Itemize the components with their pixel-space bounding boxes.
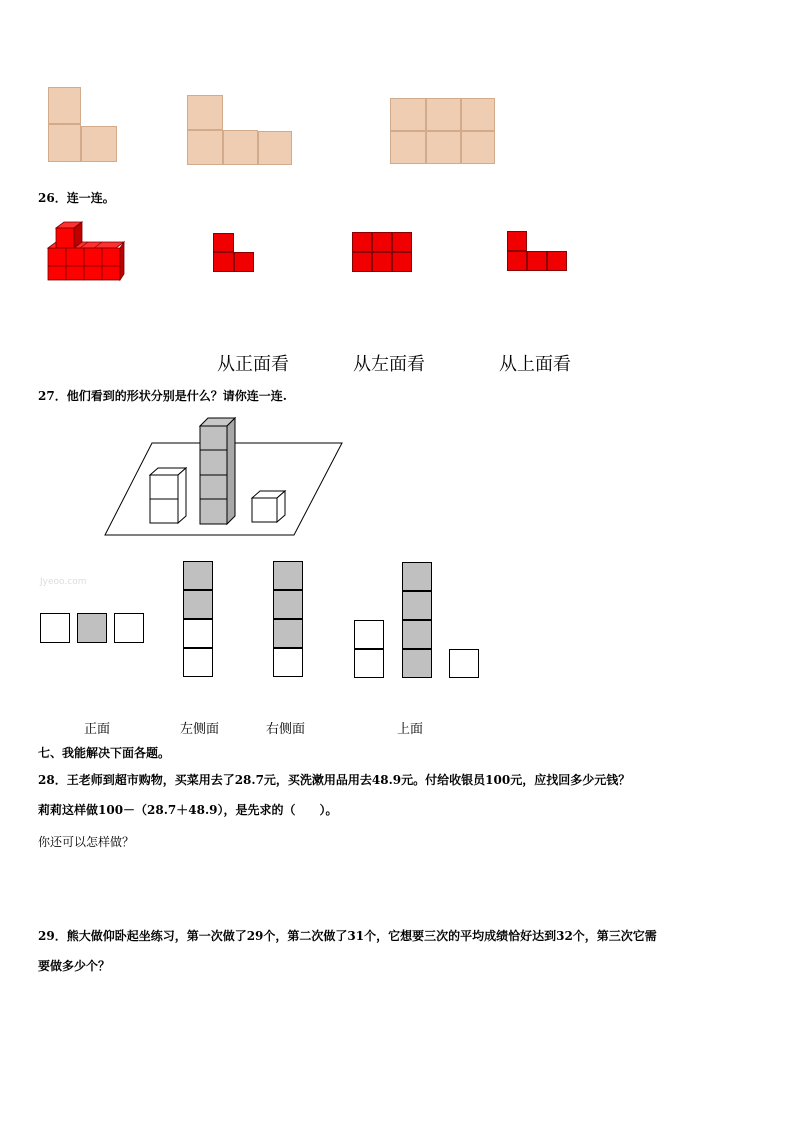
label-top: 上面	[397, 722, 424, 737]
question-29-line1: 29．熊大做仰卧起坐练习，第一次做了29个，第二次做了31个，它想要三次的平均成绩恰好达到32个，第三次它需	[38, 929, 657, 943]
question-28-line3: 你还可以怎样做？	[38, 835, 135, 849]
question-29-line2: 要做多少个？	[38, 959, 111, 973]
question-28-line2: 莉莉这样做100－（28.7＋48.9），是先求的（ ）。	[38, 803, 338, 817]
question-26-title: 26．连一连。	[38, 191, 115, 205]
red-3d-solid	[44, 220, 134, 282]
cube-stacks-on-plane	[100, 414, 350, 544]
label-top-view: 从上面看	[499, 354, 571, 375]
question-28-line1: 28．王老师到超市购物，买菜用去了28.7元，买洗漱用品用去48.9元。付给收银员100元，应找回多少元钱？	[38, 773, 631, 787]
question-27-title: 27．他们看到的形状分别是什么？请你连一连.	[38, 389, 287, 403]
label-front: 正面	[84, 722, 111, 737]
label-left-side: 左侧面	[180, 722, 220, 737]
label-right-side: 右侧面	[266, 722, 306, 737]
label-left-view: 从左面看	[353, 354, 425, 375]
watermark: Jyeoo.com	[40, 577, 87, 587]
section-7-title: 七、我能解决下面各题。	[38, 746, 171, 760]
label-front-view: 从正面看	[217, 354, 289, 375]
